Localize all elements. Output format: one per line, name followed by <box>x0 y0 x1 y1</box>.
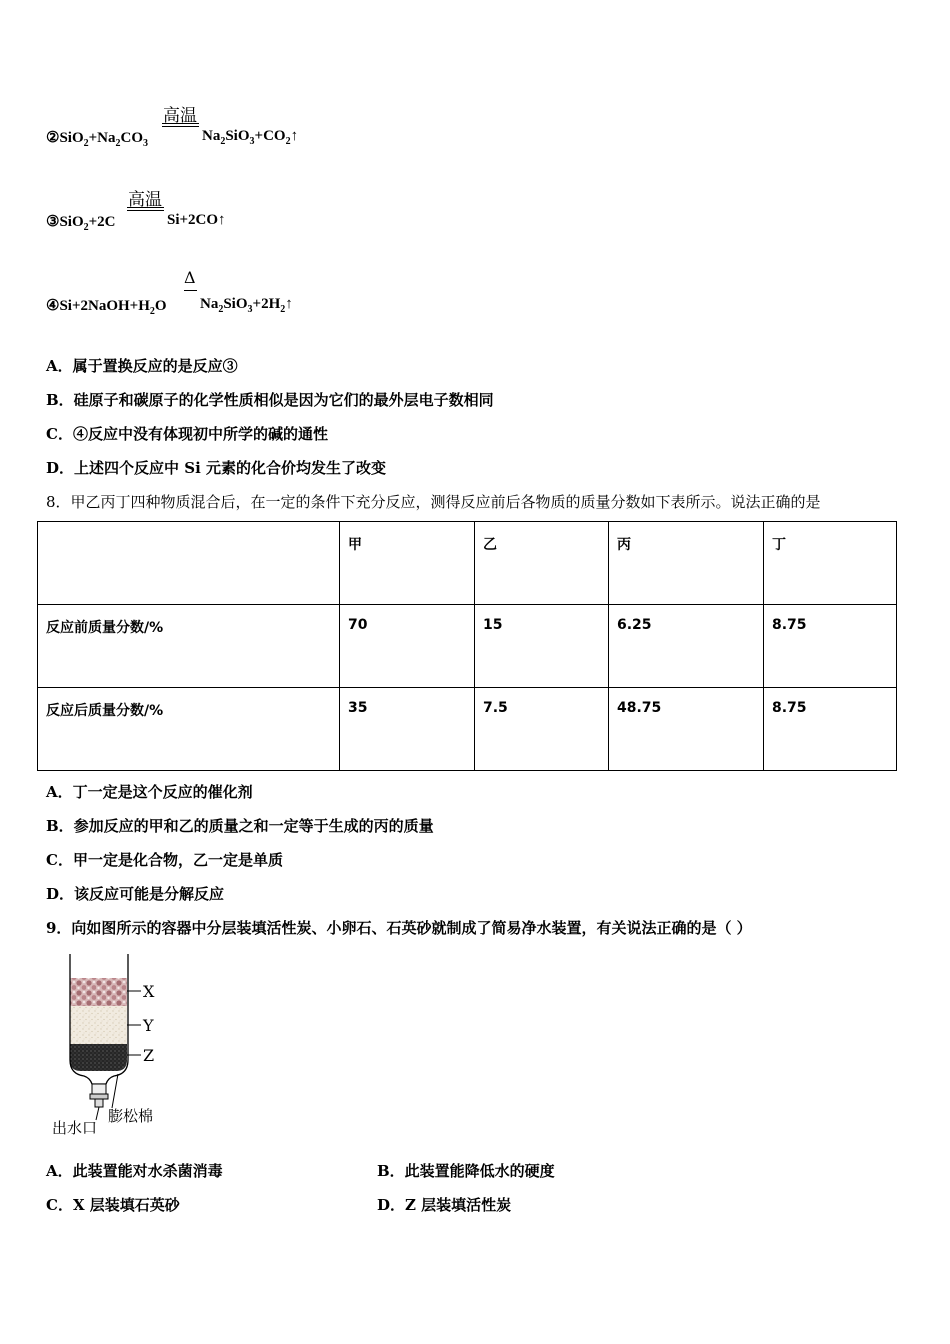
q8-option-d[interactable]: D．该反应可能是分解反应 <box>46 885 225 903</box>
table-row <box>38 688 897 771</box>
table-cell: 35 <box>340 688 475 771</box>
q9-option-d[interactable]: D．Z 层装填活性炭 <box>377 1196 512 1214</box>
q8-option-c[interactable]: C．甲一定是化合物，乙一定是单质 <box>46 851 283 869</box>
mass-fraction-table <box>37 521 897 771</box>
q8-option-b[interactable]: B．参加反应的甲和乙的质量之和一定等于生成的丙的质量 <box>46 817 434 835</box>
outlet-label: 出水口 <box>52 1119 98 1137</box>
q9-option-b[interactable]: B．此装置能降低水的硬度 <box>377 1162 555 1180</box>
table-header-cell: 丙 <box>609 522 764 605</box>
equation-4-products: $Na_2SiO_3+2H_2↑$ <box>200 296 293 315</box>
sand-layer <box>70 1006 127 1044</box>
equation-3-products: Si+2CO↑ <box>167 212 226 228</box>
equation-2-products: $Na_2SiO_3+CO_2↑$ <box>202 128 299 147</box>
reaction-condition: Δ <box>184 268 196 287</box>
question-9-stem: 9．向如图所示的容器中分层装填活性炭、小卵石、石英砂就制成了简易净水装置，有关说法正确的是（ ） <box>46 919 752 937</box>
table-cell: 6.25 <box>609 605 764 688</box>
outlet-nozzle <box>92 1084 106 1094</box>
carbon-layer <box>70 1044 127 1071</box>
q7-option-a[interactable]: A．属于置换反应的是反应③ <box>46 357 238 375</box>
table-cell: 7.5 <box>475 688 609 771</box>
cotton-label: 膨松棉 <box>108 1107 154 1125</box>
table-header-row <box>38 522 897 605</box>
table-cell: 48.75 <box>609 688 764 771</box>
reaction-condition: 高温 <box>128 190 162 210</box>
water-filter-figure <box>46 950 176 1140</box>
table-cell: 反应前质量分数/% <box>38 605 340 688</box>
layer-label-z: Z <box>143 1046 155 1065</box>
table-cell: 70 <box>340 605 475 688</box>
q8-option-a[interactable]: A．丁一定是这个反应的催化剂 <box>46 783 253 801</box>
table-header-cell: 乙 <box>475 522 609 605</box>
reaction-condition: 高温 <box>163 106 197 126</box>
q7-option-d[interactable]: D．上述四个反应中 Si 元素的化合价均发生了改变 <box>46 459 386 477</box>
reaction-equals-sign <box>127 207 164 211</box>
equation-3: ③SiO$_2$+2C <box>46 214 116 233</box>
table-header-cell <box>38 522 340 605</box>
layer-label-x: X <box>143 982 155 1001</box>
table-header-cell: 丁 <box>764 522 897 605</box>
table-header-cell: 甲 <box>340 522 475 605</box>
question-8-stem: 8．甲乙丙丁四种物质混合后，在一定的条件下充分反应，测得反应前后各物质的质量分数如下表所示。说法正确的是 <box>46 493 821 511</box>
layer-label-y: Y <box>143 1016 154 1035</box>
equation-2: $②SiO_2+Na_2CO_3$ <box>46 130 149 149</box>
equation-4: $④Si+2NaOH+H_2O$ <box>46 298 167 317</box>
table-cell: 15 <box>475 605 609 688</box>
q7-option-b[interactable]: B．硅原子和碳原子的化学性质相似是因为它们的最外层电子数相同 <box>46 391 494 409</box>
table-cell: 8.75 <box>764 605 897 688</box>
reaction-equals-sign <box>162 123 199 127</box>
q7-option-c[interactable]: C．④反应中没有体现初中所学的碱的通性 <box>46 425 328 443</box>
pebble-layer <box>70 978 127 1006</box>
table-cell: 8.75 <box>764 688 897 771</box>
reaction-line <box>184 290 197 291</box>
q9-option-a[interactable]: A．此装置能对水杀菌消毒 <box>46 1162 223 1180</box>
table-cell: 反应后质量分数/% <box>38 688 340 771</box>
q9-option-c[interactable]: C．X 层装填石英砂 <box>46 1196 180 1214</box>
table-row <box>38 605 897 688</box>
